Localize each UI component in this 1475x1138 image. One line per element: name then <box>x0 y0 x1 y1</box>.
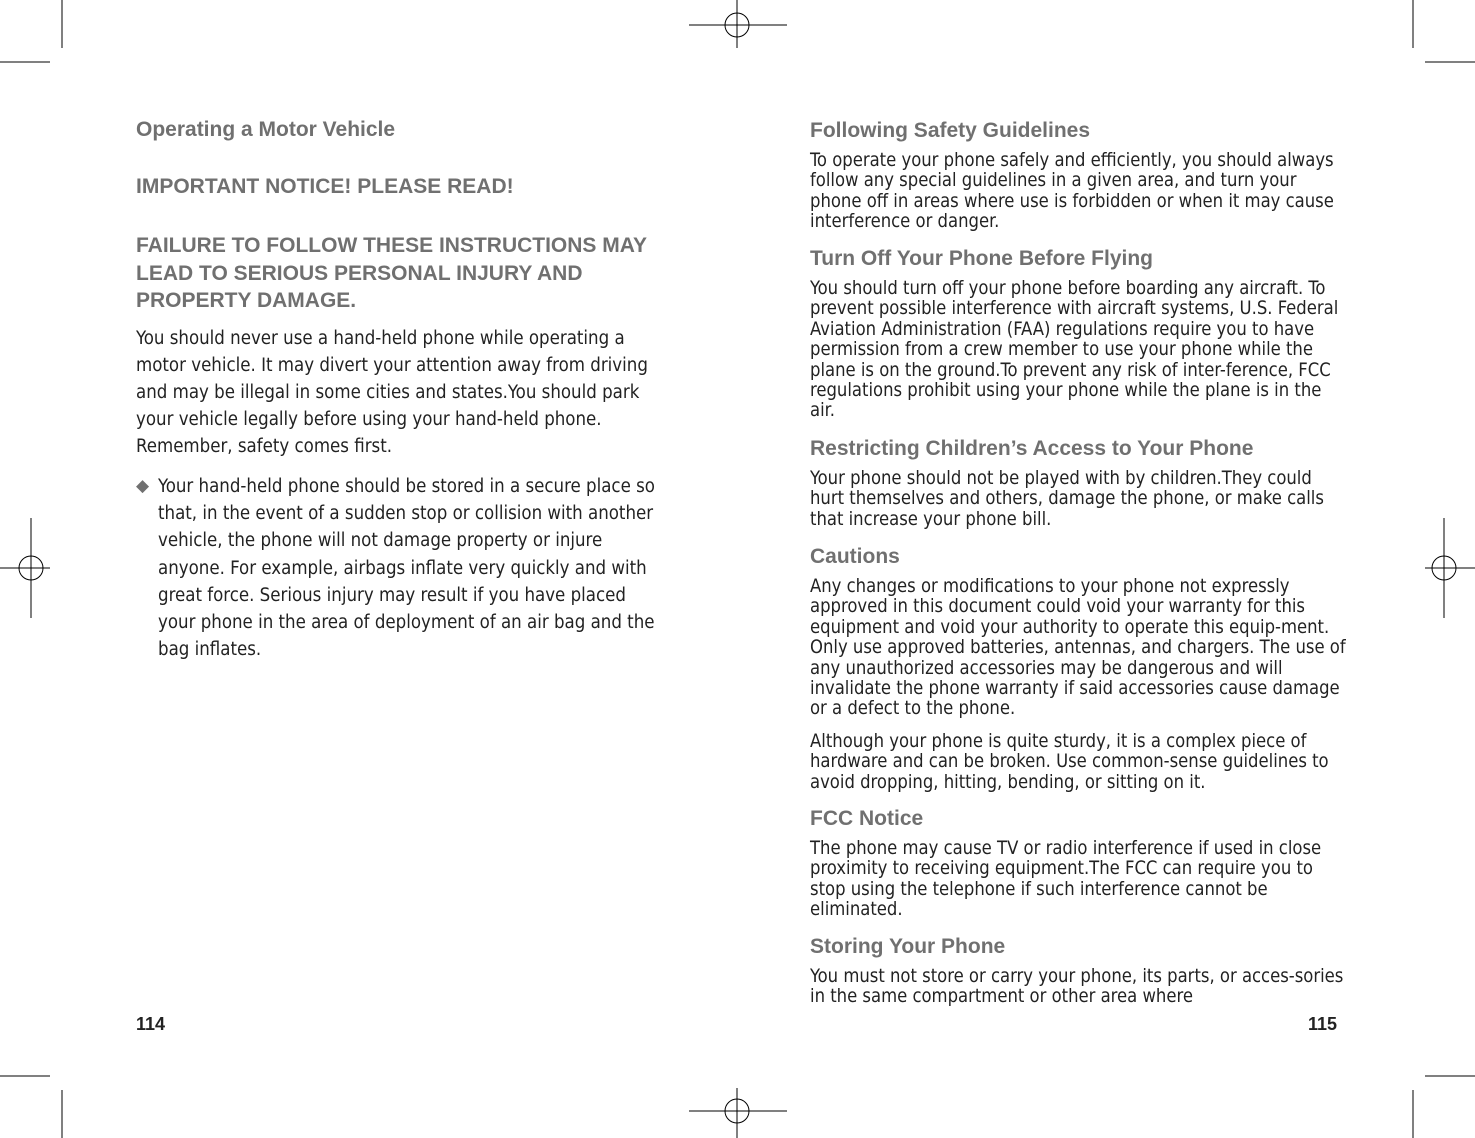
section-heading: Cautions <box>810 545 900 568</box>
bullet-text: Your hand-held phone should be stored in a secure place so that, in the event of a sudden stop or collision with another vehicle, the phone will not damage property or injure anyone. For example, airbags inflate very quickly and with great force. Serious injury may result if you have placed your phone in the area of deployment of an air bag and the bag inflates. <box>158 476 655 661</box>
section-heading: Following Safety Guidelines <box>810 119 1091 142</box>
section-fcc-notice <box>810 805 1350 921</box>
section-heading: Turn Off Your Phone Before Flying <box>810 247 1154 270</box>
section-paragraph: Your phone should not be played with by children.They could hurt themselves and others, damage the phone, or make calls that increase your phone bill. <box>810 468 1324 530</box>
section-paragraph: Any changes or modifications to your phone not expressly approved in this document could void your warranty for this equipment and void your authority to operate this equip-ment. Only use approved batteries, antennas, and chargers. The use of any unauthorized accessories may be dangerous and will invalidate the phone warranty if said accessories cause damage or a defect to the phone. <box>810 576 1346 720</box>
section-heading: Restricting Children’s Access to Your Phone <box>810 437 1254 460</box>
diamond-bullet-icon: ◆ <box>136 476 150 496</box>
page-number-right: 115 <box>1308 1014 1338 1034</box>
section-paragraph: The phone may cause TV or radio interference if used in close proximity to receiving equipment.The FCC can require you to stop using the telephone if such interference cannot be eliminated. <box>810 838 1322 921</box>
intro-paragraph: You should never use a hand-held phone while operating a motor vehicle. It may divert your attention away from driving and may be illegal in some cities and states.You should park your vehicle legally before using your hand-held phone. Remember, safety comes first. <box>136 328 648 457</box>
section-heading: Storing Your Phone <box>810 935 1006 958</box>
registration-mark-icon <box>689 0 787 48</box>
section-storing <box>810 933 1350 1008</box>
page-number-left: 114 <box>136 1014 166 1034</box>
section-flying <box>810 245 1350 422</box>
section-heading: FCC Notice <box>810 807 924 830</box>
section-safety-guidelines <box>810 117 1350 233</box>
registration-mark-icon <box>689 1088 787 1138</box>
bullet-item <box>136 473 666 663</box>
notice-title: IMPORTANT NOTICE! PLEASE READ! <box>136 175 514 198</box>
registration-mark-icon <box>1425 518 1475 618</box>
section-paragraph: You must not store or carry your phone, its parts, or acces-sories in the same compartment or other area where <box>810 966 1344 1008</box>
warning-title: FAILURE TO FOLLOW THESE INSTRUCTIONS MAY LEAD TO SERIOUS PERSONAL INJURY AND PROPERTY DAMAGE. <box>136 234 647 312</box>
section-paragraph: To operate your phone safely and efficiently, you should always follow any special guidelines in a given area, and turn your phone off in areas where use is forbidden or when it may cause interference or danger. <box>810 150 1334 233</box>
section-title: Operating a Motor Vehicle <box>136 118 396 141</box>
section-children <box>810 435 1350 530</box>
section-cautions <box>810 543 1350 793</box>
section-paragraph: You should turn off your phone before boarding any aircraft. To prevent possible interference with aircraft systems, U.S. Federal Aviation Administration (FAA) regulations require you to have permission from a crew member to use your phone while the plane is on the ground.To prevent any risk of inter-ference, FCC regulations prohibit using your phone while the plane is in the air. <box>810 278 1339 422</box>
registration-mark-icon <box>0 518 50 618</box>
section-paragraph: Although your phone is quite sturdy, it is a complex piece of hardware and can be broken. Use common-sense guidelines to avoid dropping, hitting, bending, or sitting on it. <box>810 730 1329 793</box>
